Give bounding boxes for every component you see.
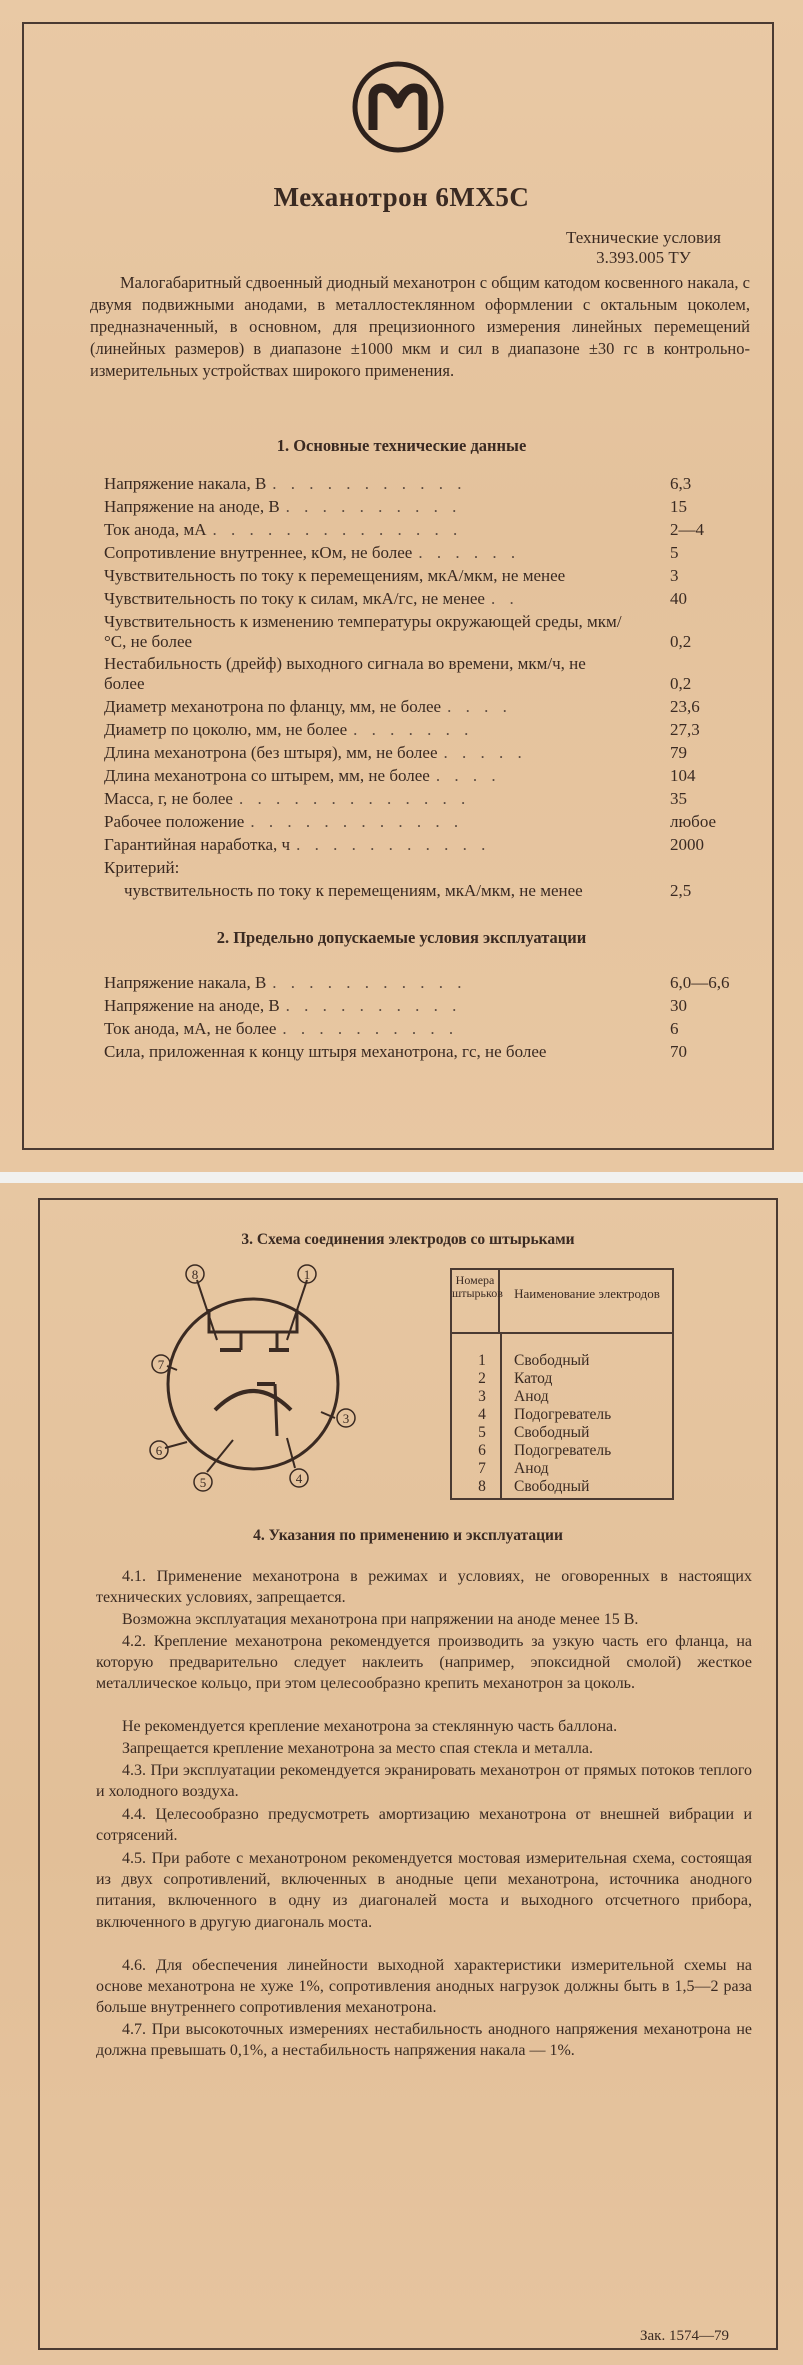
- electrode-name: Анод: [514, 1388, 549, 1405]
- spec-value: 40: [670, 589, 687, 608]
- limit-value: 30: [670, 996, 687, 1015]
- limit-value: 6: [670, 1019, 679, 1038]
- spec-row: Гарантийная наработка, ч . . . . . . . . . . . 2000: [104, 835, 704, 854]
- spec-row: Масса, г, не более . . . . . . . . . . . . . 35: [104, 789, 687, 808]
- spec-value: 15: [670, 497, 687, 516]
- pin-number: 2: [478, 1370, 486, 1387]
- electrode-name: Свободный: [514, 1424, 590, 1441]
- instruction-paragraph: 4.7. При высокоточных измерениях нестабильность анодного напряжения механотрона не должна превышать 0,1%, а нестабильность напряжения накала — 1%.: [96, 2021, 752, 2060]
- spec-label: Напряжение накала, В: [104, 474, 267, 493]
- pin-label-3: 3: [342, 1411, 350, 1426]
- tech-conditions-ref: [566, 228, 721, 268]
- spec-value: любое: [670, 812, 717, 831]
- limit-label: Сила, приложенная к концу штыря механотрона, гс, не более: [104, 1042, 547, 1061]
- spec-row: Длина механотрона (без штыря), мм, не более . . . . . 79: [104, 743, 687, 762]
- print-order-number: Зак. 1574—79: [640, 2328, 729, 2344]
- pin-number: 3: [478, 1388, 486, 1405]
- spec-value: 35: [670, 789, 687, 808]
- tu-label: Технические условия: [566, 228, 721, 247]
- instruction-paragraph: Возможна эксплуатация механотрона при напряжении на аноде менее 15 В.: [122, 1611, 639, 1628]
- spec-row: Чувствительность по току к силам, мкА/гс, не менее . . 40: [104, 589, 687, 608]
- spec-row: Напряжение на аноде, В . . . . . . . . . . 15: [104, 497, 687, 516]
- pin-label-6: 6: [155, 1443, 163, 1458]
- spec-row: [104, 654, 692, 694]
- spec-value: 0,2: [670, 674, 692, 693]
- electrode-name: Свободный: [514, 1352, 590, 1369]
- limit-row: [104, 1042, 702, 1062]
- spec-row: Напряжение накала, В . . . . . . . . . . . 6,3: [104, 474, 692, 493]
- manufacturer-logo: [351, 60, 445, 154]
- pin-label-5: 5: [199, 1475, 207, 1490]
- spec-row: [104, 566, 702, 586]
- instruction-paragraph: 4.2. Крепление механотрона рекомендуется производить за узкую часть его фланца, на которую предварительно следует наклеить (например, эпоксидной смолой) жесткое металлическое кольцо, при этом целесообразно крепить механотрон за цоколь.: [96, 1633, 752, 1693]
- pin-number: 6: [478, 1442, 486, 1459]
- tu-number: 3.393.005 ТУ: [596, 248, 691, 267]
- electrode-name: Подогреватель: [514, 1406, 612, 1423]
- spec-label: Ток анода, мА: [104, 520, 207, 539]
- spec-value: 2000: [670, 835, 704, 854]
- spec-row: [104, 881, 702, 901]
- spec-label: Масса, г, не более: [104, 789, 233, 808]
- limit-value: 6,0—6,6: [670, 973, 730, 992]
- pin-table-header: [452, 1270, 672, 1334]
- spec-row: Сопротивление внутреннее, кОм, не более . . . . . . 5: [104, 543, 679, 562]
- section-1-heading: 1. Основные технические данные: [276, 436, 527, 455]
- spec-row: [104, 612, 692, 652]
- pin-number: 8: [478, 1478, 486, 1495]
- spec-value: 104: [670, 766, 696, 785]
- spec-value: 27,3: [670, 720, 700, 739]
- spec-row: Длина механотрона со штырем, мм, не более . . . . 104: [104, 766, 696, 785]
- spec-value: 79: [670, 743, 687, 762]
- spec-label: Чувствительность к изменению температуры окружающей среды, мкм/°С, не более: [104, 612, 622, 651]
- limit-label: Напряжение накала, В: [104, 973, 267, 992]
- spec-label: Сопротивление внутреннее, кОм, не более: [104, 543, 413, 562]
- electrode-name: Анод: [514, 1460, 549, 1477]
- pin-table: [450, 1268, 674, 1500]
- limit-label: Ток анода, мА, не более: [104, 1019, 277, 1038]
- electrode-name: Катод: [514, 1370, 553, 1387]
- spec-row: Ток анода, мА . . . . . . . . . . . . . . 2—4: [104, 520, 704, 539]
- instruction-paragraph: 4.5. При работе с механотроном рекомендуется мостовая измерительная схема, состоящая из двух сопротивлений, включенных в анодные цепи механотрона, источника анодного питания, включенного в одну из диагоналей моста и выходного отсчетного прибора, включенного в другую диагональ моста.: [96, 1850, 752, 1931]
- document-title: Механотрон 6МХ5С: [273, 182, 530, 212]
- spec-value: 3: [670, 566, 679, 585]
- pin-number: 5: [478, 1424, 486, 1441]
- spec-label: Длина механотрона (без штыря), мм, не более: [104, 743, 438, 762]
- table-divider: [500, 1332, 502, 1498]
- electrode-name: Свободный: [514, 1478, 590, 1495]
- spec-value: 6,3: [670, 474, 692, 493]
- spec-label: Гарантийная наработка, ч: [104, 835, 291, 854]
- electrode-name: Подогреватель: [514, 1442, 612, 1459]
- spec-value: 5: [670, 543, 679, 562]
- instruction-paragraph: 4.6. Для обеспечения линейности выходной характеристики измерительной схемы на основе механотрона не хуже 1%, сопротивления анодных нагрузок должны быть в 1,5—2 раза больше внутреннего сопротивления механотрона.: [96, 1957, 752, 2017]
- spec-label: Рабочее положение: [104, 812, 245, 831]
- spec-value: 2—4: [670, 520, 704, 539]
- instruction-paragraph: 4.1. Применение механотрона в режимах и условиях, не оговоренных в настоящих технических условиях, запрещается.: [96, 1568, 752, 1607]
- spec-label: Чувствительность по току к перемещениям, мкА/мкм, не менее: [104, 566, 566, 585]
- limit-row: Напряжение накала, В . . . . . . . . . . . 6,0—6,6: [104, 973, 730, 992]
- pin-number: 1: [478, 1352, 486, 1369]
- pin-label-1: 1: [303, 1267, 311, 1282]
- spec-label: Длина механотрона со штырем, мм, не более: [104, 766, 430, 785]
- limit-label: Напряжение на аноде, В: [104, 996, 280, 1015]
- spec-label: Нестабильность (дрейф) выходного сигнала во времени, мкм/ч, не более: [104, 654, 586, 693]
- spec-label: Чувствительность по току к силам, мкА/гс, не менее: [104, 589, 485, 608]
- spec-value: 23,6: [670, 697, 700, 716]
- spec-row: Рабочее положение . . . . . . . . . . . . любое: [104, 812, 717, 831]
- spec-row: Диаметр механотрона по фланцу, мм, не более . . . . 23,6: [104, 697, 700, 716]
- instruction-paragraph: Запрещается крепление механотрона за место спая стекла и металла.: [122, 1740, 593, 1757]
- pin-number: 7: [478, 1460, 486, 1477]
- pin-label-7: 7: [157, 1357, 165, 1372]
- spec-row: Диаметр по цоколю, мм, не более . . . . . . . 27,3: [104, 720, 700, 739]
- spec-sheet-page-1: [0, 0, 803, 1172]
- spec-label: чувствительность по току к перемещениям, мкА/мкм, не менее: [124, 881, 583, 900]
- instruction-paragraph: 4.3. При эксплуатации рекомендуется экранировать механотрон от прямых потоков теплого и холодного воздуха.: [96, 1762, 752, 1801]
- electrode-name-header: Наименование электродов: [514, 1286, 660, 1301]
- pin-connection-diagram: [137, 1262, 369, 1502]
- spec-value: 2,5: [670, 881, 692, 900]
- limit-row: Ток анода, мА, не более . . . . . . . . . . 6: [104, 1019, 679, 1038]
- pin-number: 4: [478, 1406, 486, 1423]
- pin-label-4: 4: [295, 1471, 303, 1486]
- instruction-paragraph: 4.4. Целесообразно предусмотреть амортизацию механотрона от внешней вибрации и сотрясений.: [96, 1806, 752, 1845]
- limit-row: Напряжение на аноде, В . . . . . . . . . . 30: [104, 996, 687, 1015]
- pin-number-header: Номера штырьков: [452, 1270, 500, 1332]
- spec-label: Напряжение на аноде, В: [104, 497, 280, 516]
- spec-row: [104, 858, 702, 878]
- instruction-paragraph: Не рекомендуется крепление механотрона за стеклянную часть баллона.: [122, 1718, 618, 1735]
- section-3-heading: 3. Схема соединения электродов со штырьками: [241, 1231, 575, 1248]
- section-4-heading: 4. Указания по применению и эксплуатации: [253, 1527, 563, 1544]
- intro-paragraph: Малогабаритный сдвоенный диодный механотрон с общим катодом косвенного накала, с двумя подвижными анодами, в металлостеклянном оформлении с октальным цоколем, предназначенный, в основном, для прецизионного измерения линейных перемещений (линейных размеров) в диапазоне ±1000 мкм и сил в диапазоне ±30 гс в контрольно-измерительных устройствах широкого применения.: [90, 273, 750, 380]
- spec-label: Диаметр по цоколю, мм, не более: [104, 720, 348, 739]
- section-2-heading: 2. Предельно допускаемые условия эксплуатации: [216, 928, 587, 947]
- spec-label: Критерий:: [104, 858, 180, 877]
- spec-value: 0,2: [670, 632, 692, 651]
- pin-label-8: 8: [191, 1267, 199, 1282]
- spec-label: Диаметр механотрона по фланцу, мм, не более: [104, 697, 442, 716]
- limit-value: 70: [670, 1042, 687, 1061]
